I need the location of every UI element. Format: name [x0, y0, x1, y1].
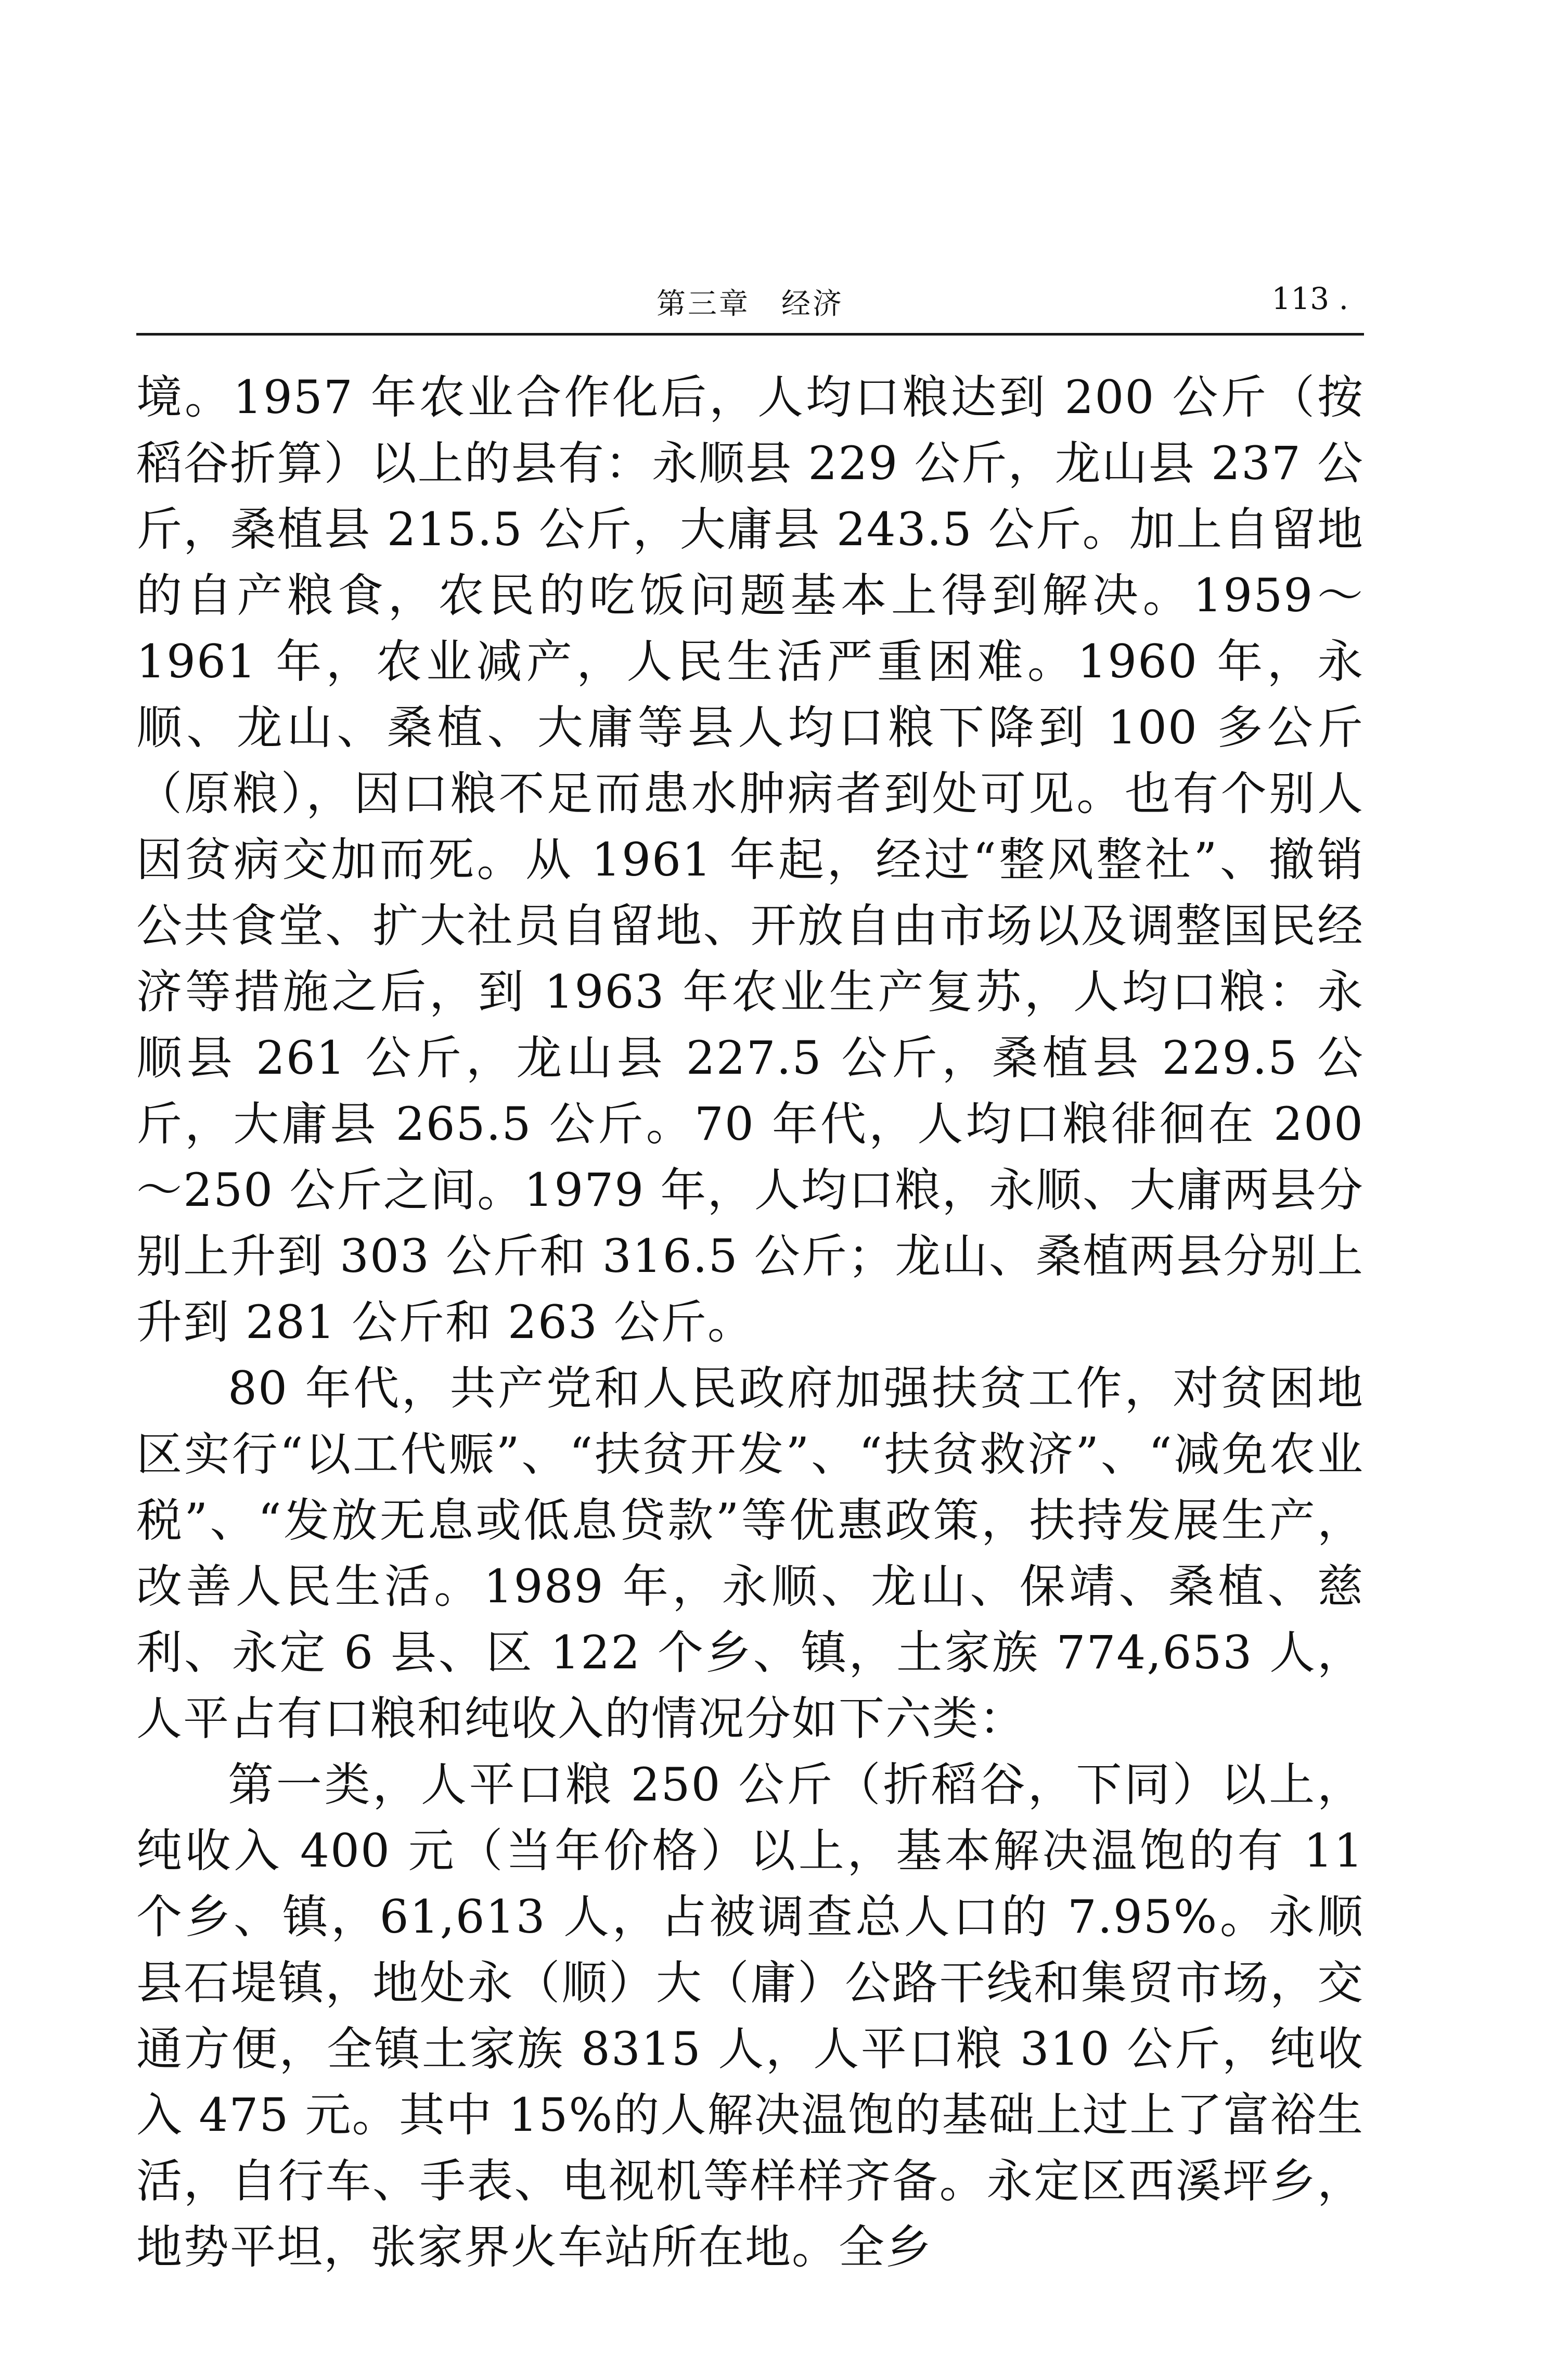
paragraph-2: 80 年代，共产党和人民政府加强扶贫工作，对贫困地区实行“以工代赈”、“扶贫开发”、“扶贫救济”、“减免农业税”、“发放无息或低息贷款”等优惠政策，扶持发展生产，改善人民生活。1989 年，永顺、龙山、保靖、桑植、慈利、永定 6 县、区 122 个乡、镇，土家族 774,653 人，人平占有口粮和纯收入的情况分如下六类： [136, 1361, 1364, 1745]
chapter-title: 第三章 经济 [657, 287, 844, 321]
body-text [136, 364, 1364, 2280]
page-number: 113 . [1271, 281, 1348, 316]
paragraph-3: 第一类，人平口粮 250 公斤（折稻谷，下同）以上，纯收入 400 元（当年价格）以上，基本解决温饱的有 11 个乡、镇，61,613 人，占被调查总人口的 7.95%。永顺县石堤镇，地处永（顺）大（庸）公路干线和集贸市场，交通方便，全镇土家族 8315 人，人平口粮 310 公斤，纯收入 475 元。其中 15%的人解决温饱的基础上过上了富裕生活，自行车、手表、电视机等样样齐备。永定区西溪坪乡，地势平坦，张家界火车站所在地。全乡 [136, 1758, 1364, 2274]
running-header [136, 271, 1364, 328]
header-rule [136, 333, 1364, 336]
paragraph-1: 境。1957 年农业合作化后，人均口粮达到 200 公斤（按稻谷折算）以上的县有：永顺县 229 公斤，龙山县 237 公斤，桑植县 215.5 公斤，大庸县 243.5 公斤。加上自留地的自产粮食，农民的吃饭问题基本上得到解决。1959～1961 年，农业减产，人民生活严重困难。1960 年，永顺、龙山、桑植、大庸等县人均口粮下降到 100 多公斤（原粮），因口粮不足而患水肿病者到处可见。也有个别人因贫病交加而死。从 1961 年起，经过“整风整社”、撤销公共食堂、扩大社员自留地、开放自由市场以及调整国民经济等措施之后，到 1963 年农业生产复苏，人均口粮：永顺县 261 公斤，龙山县 227.5 公斤，桑植县 229.5 公斤，大庸县 265.5 公斤。70 年代，人均口粮徘徊在 200～250 公斤之间。1979 年，人均口粮，永顺、大庸两县分别上升到 303 公斤和 316.5 公斤；龙山、桑植两县分别上升到 281 公斤和 263 公斤。 [136, 370, 1364, 1349]
